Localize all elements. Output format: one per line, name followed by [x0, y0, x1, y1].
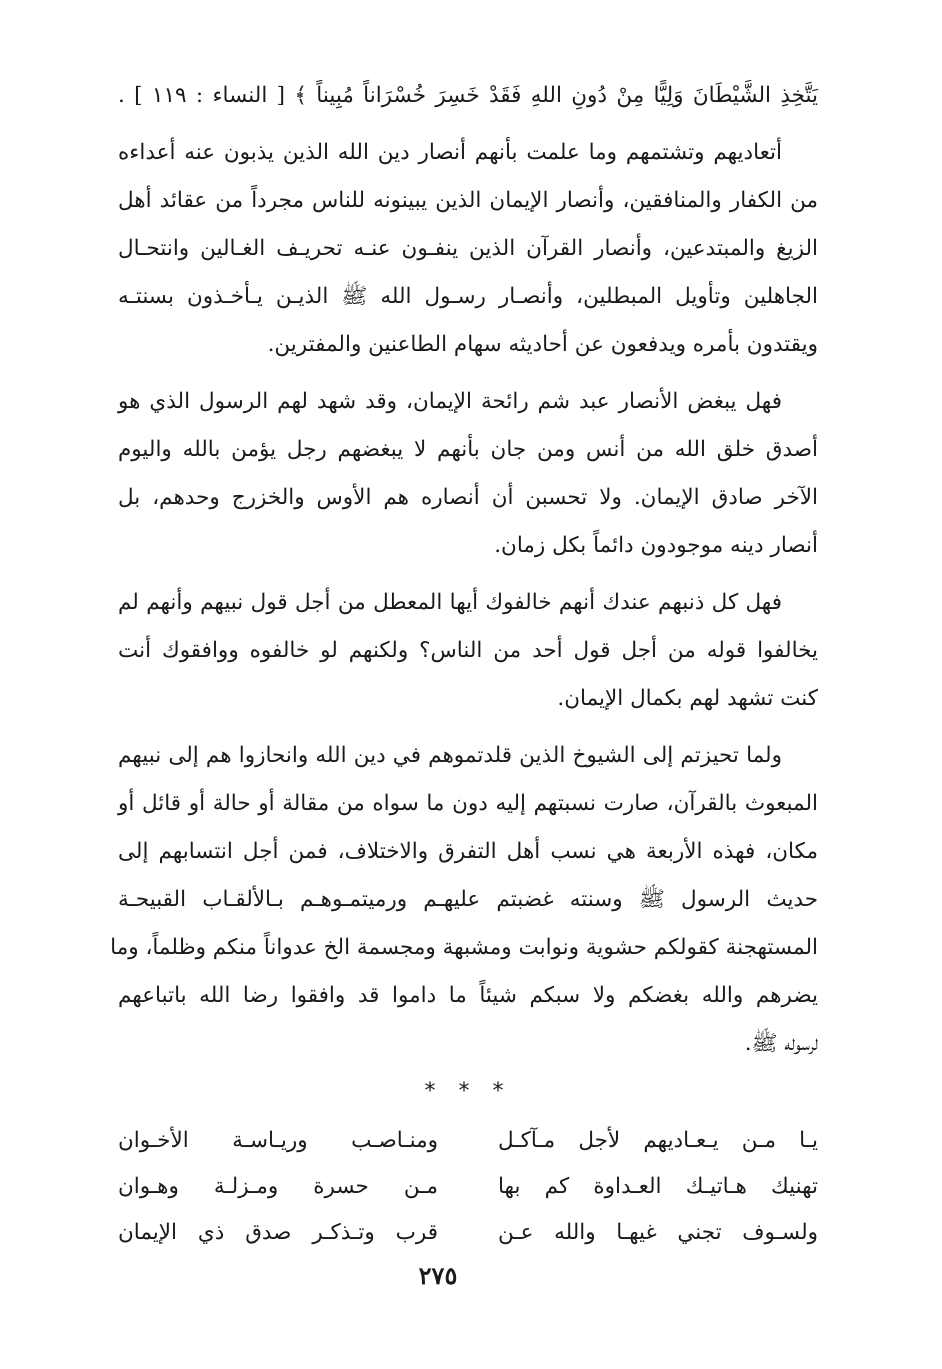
quran-verse-text: يَتَّخِذِ الشَّيْطَانَ وَلِيًّا مِنْ دُونِ اللهِ فَقَدْ خَسِرَ خُسْرَاناً مُبِيناً ﴾: [294, 83, 818, 108]
poem-verse: [118, 1118, 818, 1164]
poem-second-hemistich: ومنـاصـب وريـاسـة الأخـوان: [118, 1128, 438, 1153]
text-line: يخالفوا قوله من أجل قول أحد من الناس؟ ولكنهم لو خالفوه ووافقوك أنت: [118, 638, 818, 663]
text-line: فهل كل ذنبهم عندك أنهم خالفوك أيها المعطل من أجل قول نبيهم وأنهم لم: [118, 590, 782, 615]
text-line: كنت تشهد لهم بكمال الإيمان.: [557, 686, 818, 711]
poem-first-hemistich: ولسـوف تجني غيهـا والله عـن: [498, 1220, 818, 1245]
paragraph-4: [110, 732, 818, 1068]
text-line: حديث الرسول ﷺ وسنته غضبتم عليهـم ورميتمـوهـم بـالألقـاب القبيحـة: [118, 887, 818, 912]
page-number: ٢٧٥: [418, 1261, 458, 1290]
poem-verse: [118, 1164, 818, 1210]
section-separator: * * *: [424, 1079, 512, 1104]
poem-second-hemistich: مـن حسرة ومـزلـة وهـوان: [118, 1174, 438, 1199]
text-line: أصدق خلق الله من أنس ومن جان بأنهم لا يبغضهم رجل يؤمن بالله واليوم: [118, 437, 818, 462]
text-line: مكان، فهذه الأربعة هي نسب أهل التفرق والاختلاف، فمن أجل انتسابهم إلى: [118, 839, 818, 864]
text-line: أتعاديهم وتشتمهم وما علمت بأنهم أنصار دين الله الذين يذبون عنه أعداءه: [118, 140, 782, 165]
text-line: أنصار دينه موجودون دائماً بكل زمان.: [494, 533, 818, 558]
text-line: ولما تحيزتم إلى الشيوخ الذين قلدتموهم في دين الله وانحازوا هم إلى نبيهم: [118, 743, 782, 768]
document-page: [110, 72, 818, 1296]
paragraph-1: [118, 129, 818, 369]
text-line: ويقتدون بأمره ويدفعون عن أحاديثه سهام الطاعنين والمفترين.: [267, 332, 818, 357]
text-line: المبعوث بالقرآن، صارت نسبتهم إليه دون ما سواه من مقالة أو حالة أو قائل أو: [118, 791, 818, 816]
text-line: من الكفار والمنافقين، وأنصار الإيمان الذين يبينونه للناس مجرداً من عقائد أهل: [118, 188, 818, 213]
poem: [118, 1118, 818, 1256]
quran-verse-line: [118, 72, 818, 120]
poem-second-hemistich: قرب وتـذكـر صدق ذي الإيمان: [118, 1220, 438, 1245]
text-line: الجاهلين وتأويل المبطلين، وأنصـار رسـول الله ﷺ الذيـن يـأخـذون بسنتـه: [118, 284, 818, 309]
text-line: الآخر صادق الإيمان. ولا تحسبن أن أنصاره هم الأوس والخزرج وحدهم، بل: [118, 485, 818, 510]
poem-first-hemistich: يـا مـن يـعـاديهم لأجل مـآكـل: [498, 1128, 818, 1153]
text-line: يضرهم والله بغضكم ولا سبكم شيئاً ما داموا قد وافقوا رضا الله باتباعهم: [118, 983, 818, 1008]
verse-reference: [ النساء : ١١٩ ] .: [118, 83, 286, 108]
text-line: لرسوله ﷺ.: [744, 1031, 818, 1056]
text-line: الزيغ والمبتدعين، وأنصار القرآن الذين ينفـون عنـه تحريـف الغـالين وانتحـال: [118, 236, 818, 261]
text-line: فهل يبغض الأنصار عبد شم رائحة الإيمان، وقد شهد لهم الرسول الذي هو: [118, 389, 782, 414]
poem-verse: [118, 1210, 818, 1256]
text-line: المستهجنة كقولكم حشوية ونوابت ومشبهة ومجسمة الخ عدواناً منكم وظلماً، وما: [110, 935, 818, 960]
poem-first-hemistich: تهنيك هـاتيـك العـداوة كم بها: [498, 1174, 818, 1199]
paragraph-3: [118, 579, 818, 723]
paragraph-2: [118, 378, 818, 570]
